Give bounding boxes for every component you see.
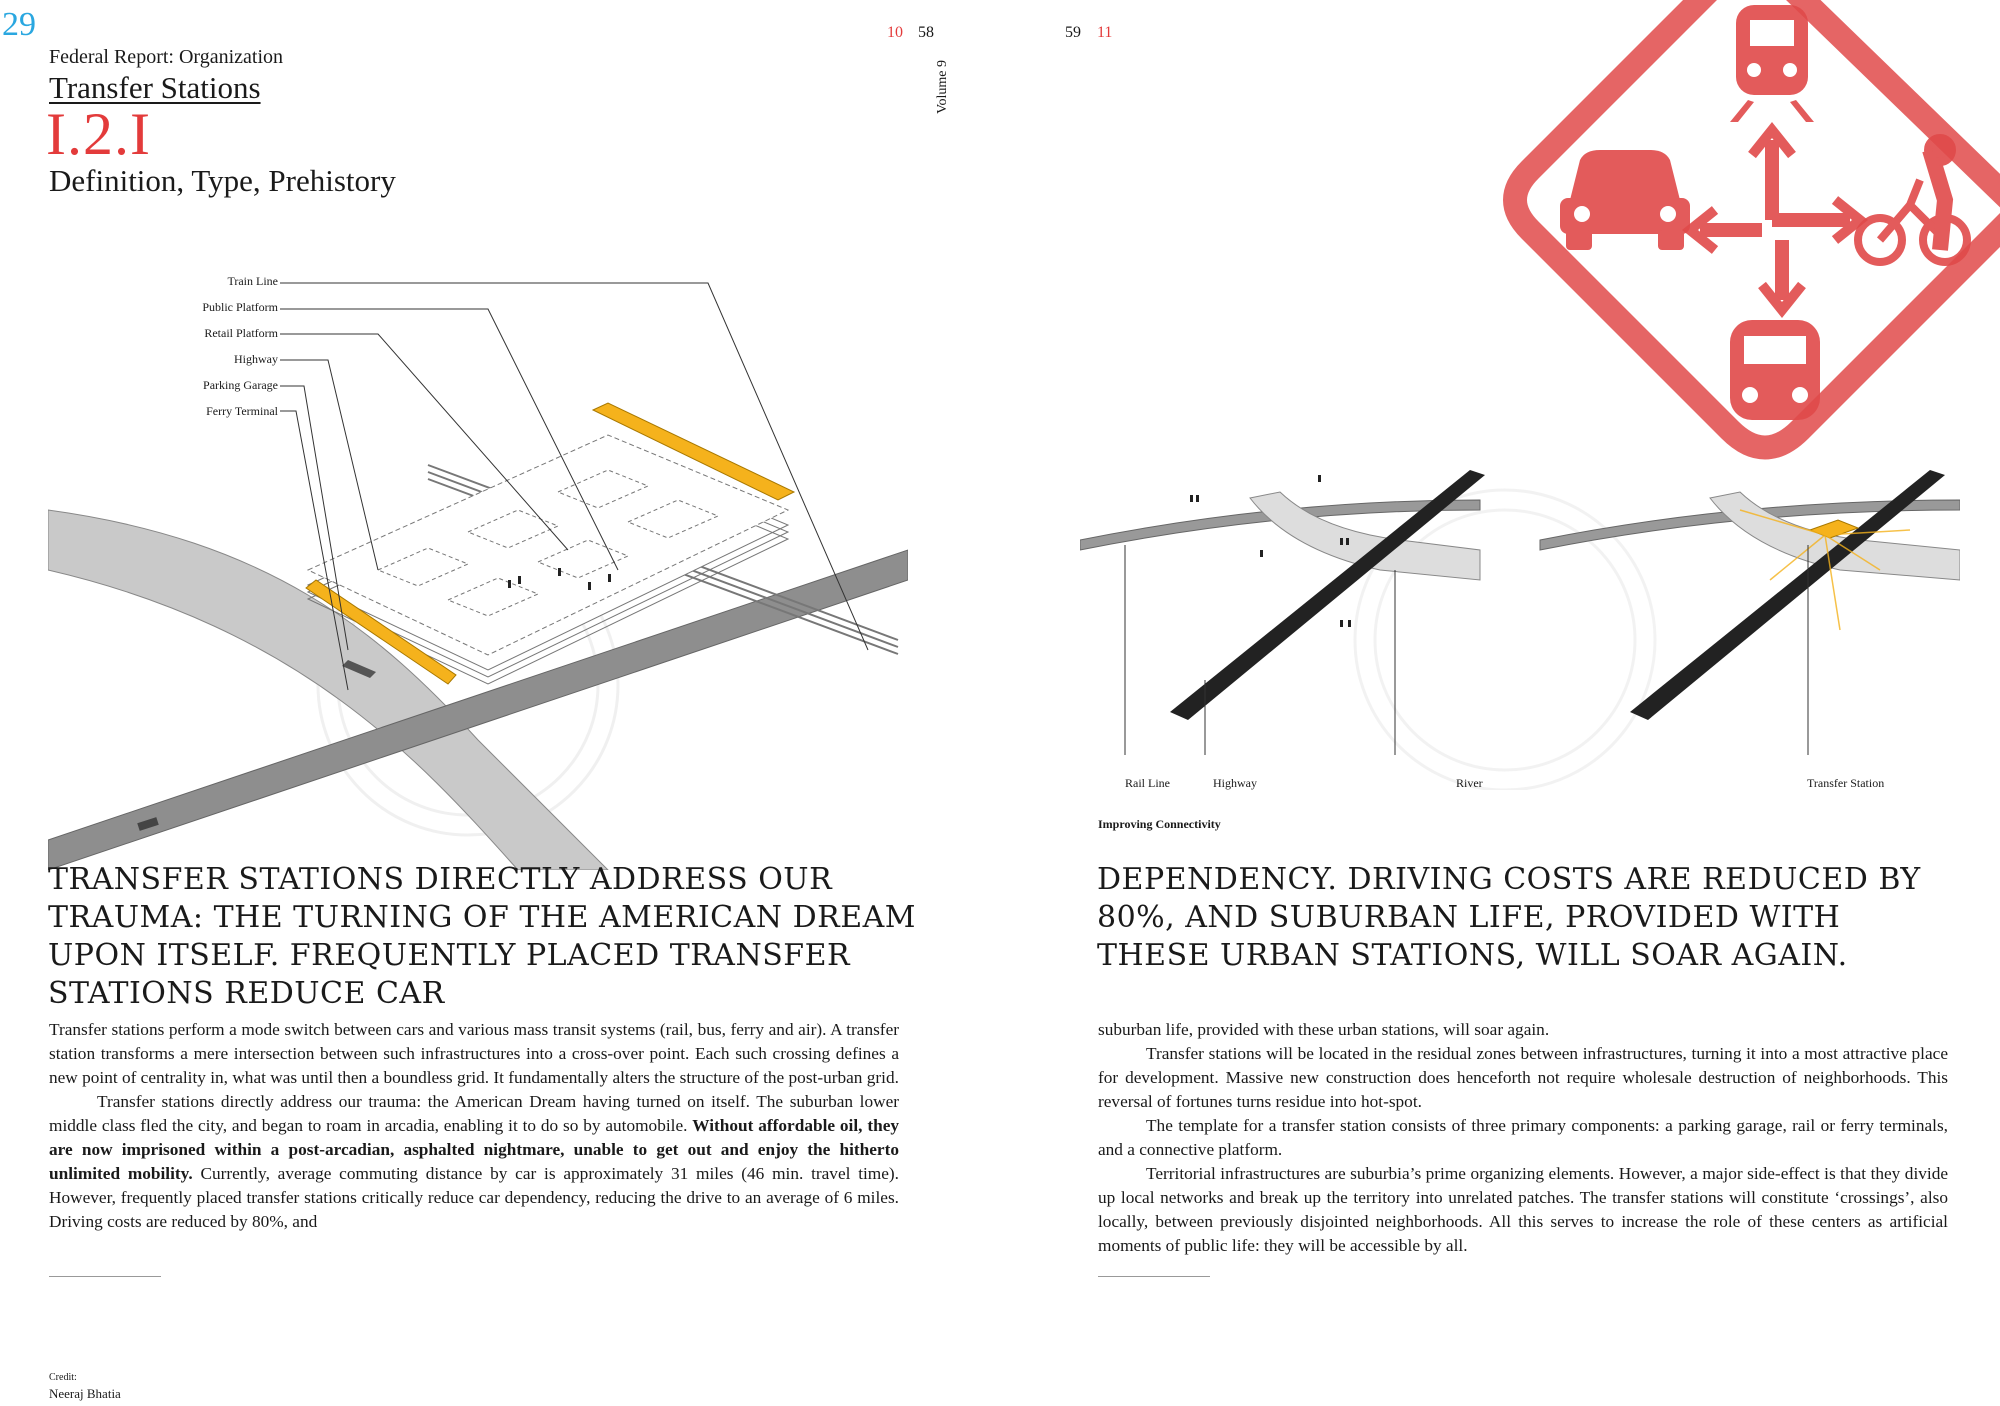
callout-highway: Highway (234, 352, 278, 366)
transit-modes-sign (1500, 0, 2000, 470)
right-page-number: 59 (1065, 24, 1081, 41)
callout-train-line: Train Line (227, 274, 278, 288)
train-icon (1730, 5, 1814, 122)
body-text-right (1098, 1018, 1948, 1258)
right-chapter-number: 11 (1097, 24, 1113, 41)
paragraph-text: Currently, average commuting distance by car is approximately 31 miles (46 min. travel time). However, frequently placed transfer stations critically reduce car dependency, reducing the drive to an average of 6 miles. Driving costs are reduced by 80%, and (49, 1164, 899, 1231)
spread-number: 29 (2, 6, 36, 43)
left-chapter-number: 10 (887, 24, 903, 41)
paragraph: Territorial infrastructures are suburbia’s prime organizing elements. However, a major side-effect is that they divide up local networks and break up the territory into unrelated patches. The transfer stations will constitute ‘crossings’, also locally, between previously disjointed neighborhoods. All this serves to increase the role of these centers as artificial moments of public life: they will be accessible by all. (1098, 1164, 1948, 1255)
callout-public-platform: Public Platform (202, 300, 278, 314)
footnote-rule (1098, 1276, 1210, 1277)
paragraph-bold-text: Without affordable oil, they are now imprisoned within a post-arcadian, asphalted nightmare, unable to get out and enjoy the hitherto unlimited mobility. (49, 1116, 900, 1183)
paragraph: suburban life, provided with these urban stations, will soar again. (1098, 1020, 1550, 1039)
credit-name: Neeraj Bhatia (49, 1386, 121, 1401)
paragraph: Transfer stations will be located in the residual zones between infrastructures, turning it into a most attractive place for development. Massive new construction does henceforth not require wholesale destruction of neighborhoods. This reversal of fortunes turns residue into hot-spot. (1098, 1044, 1948, 1111)
label-rail-line: Rail Line (1125, 776, 1170, 790)
label-highway: Highway (1213, 776, 1257, 790)
report-label: Federal Report: Organization (49, 46, 284, 68)
direction-arrows-icon (1690, 130, 1860, 310)
footnote-rule (49, 1276, 161, 1277)
pull-quote-right: DEPENDENCY. DRIVING COSTS ARE REDUCED BY 80%, AND SUBURBAN LIFE, PROVIDED WITH THESE URBAN STATIONS, WILL SOAR AGAIN. (1097, 862, 1921, 973)
section-subtitle: Definition, Type, Prehistory (49, 163, 396, 198)
body-text-left (49, 1018, 899, 1234)
left-page-number: 58 (918, 24, 934, 41)
paragraph-text: Transfer stations directly address our trauma: the American Dream having turned on itself. The suburban lower middle class fled the city, and began to roam in arcadia, enabling it to do so by automobile. (49, 1092, 899, 1135)
credit-label: Credit: (49, 1372, 77, 1383)
label-river: River (1456, 776, 1483, 790)
volume-label: Volume 9 (935, 60, 950, 114)
callout-retail-platform: Retail Platform (204, 326, 278, 340)
pull-quote-left: TRANSFER STATIONS DIRECTLY ADDRESS OUR TRAUMA: THE TURNING OF THE AMERICAN DREAM UPON ITSELF. FREQUENTLY PLACED TRANSFER STATIONS REDUCE CAR (48, 862, 917, 1011)
bus-icon (1730, 320, 1820, 420)
figure-caption: Improving Connectivity (1098, 817, 1221, 831)
paragraph (49, 1090, 899, 1234)
section-title: Transfer Stations (49, 70, 261, 105)
paragraph: The template for a transfer station consists of three primary components: a parking garage, rail or ferry terminals, and a connective platform. (1098, 1116, 1948, 1159)
callout-ferry-terminal: Ferry Terminal (206, 404, 278, 418)
paragraph: Transfer stations perform a mode switch between cars and various mass transit systems (rail, bus, ferry and air). A transfer station transforms a mere intersection between such infrastructures into a cross-over point. Each such crossing defines a new point of centrality in, what was until then a boundless grid. It fundamentally alters the structure of the post-urban grid. (49, 1020, 899, 1087)
bicycle-icon (1858, 138, 1967, 262)
label-transfer-station: Transfer Station (1807, 776, 1885, 790)
callout-parking-garage: Parking Garage (203, 378, 278, 392)
section-number: I.2.I (46, 101, 151, 167)
connectivity-diagram (1080, 470, 1960, 790)
car-icon (1560, 150, 1690, 250)
